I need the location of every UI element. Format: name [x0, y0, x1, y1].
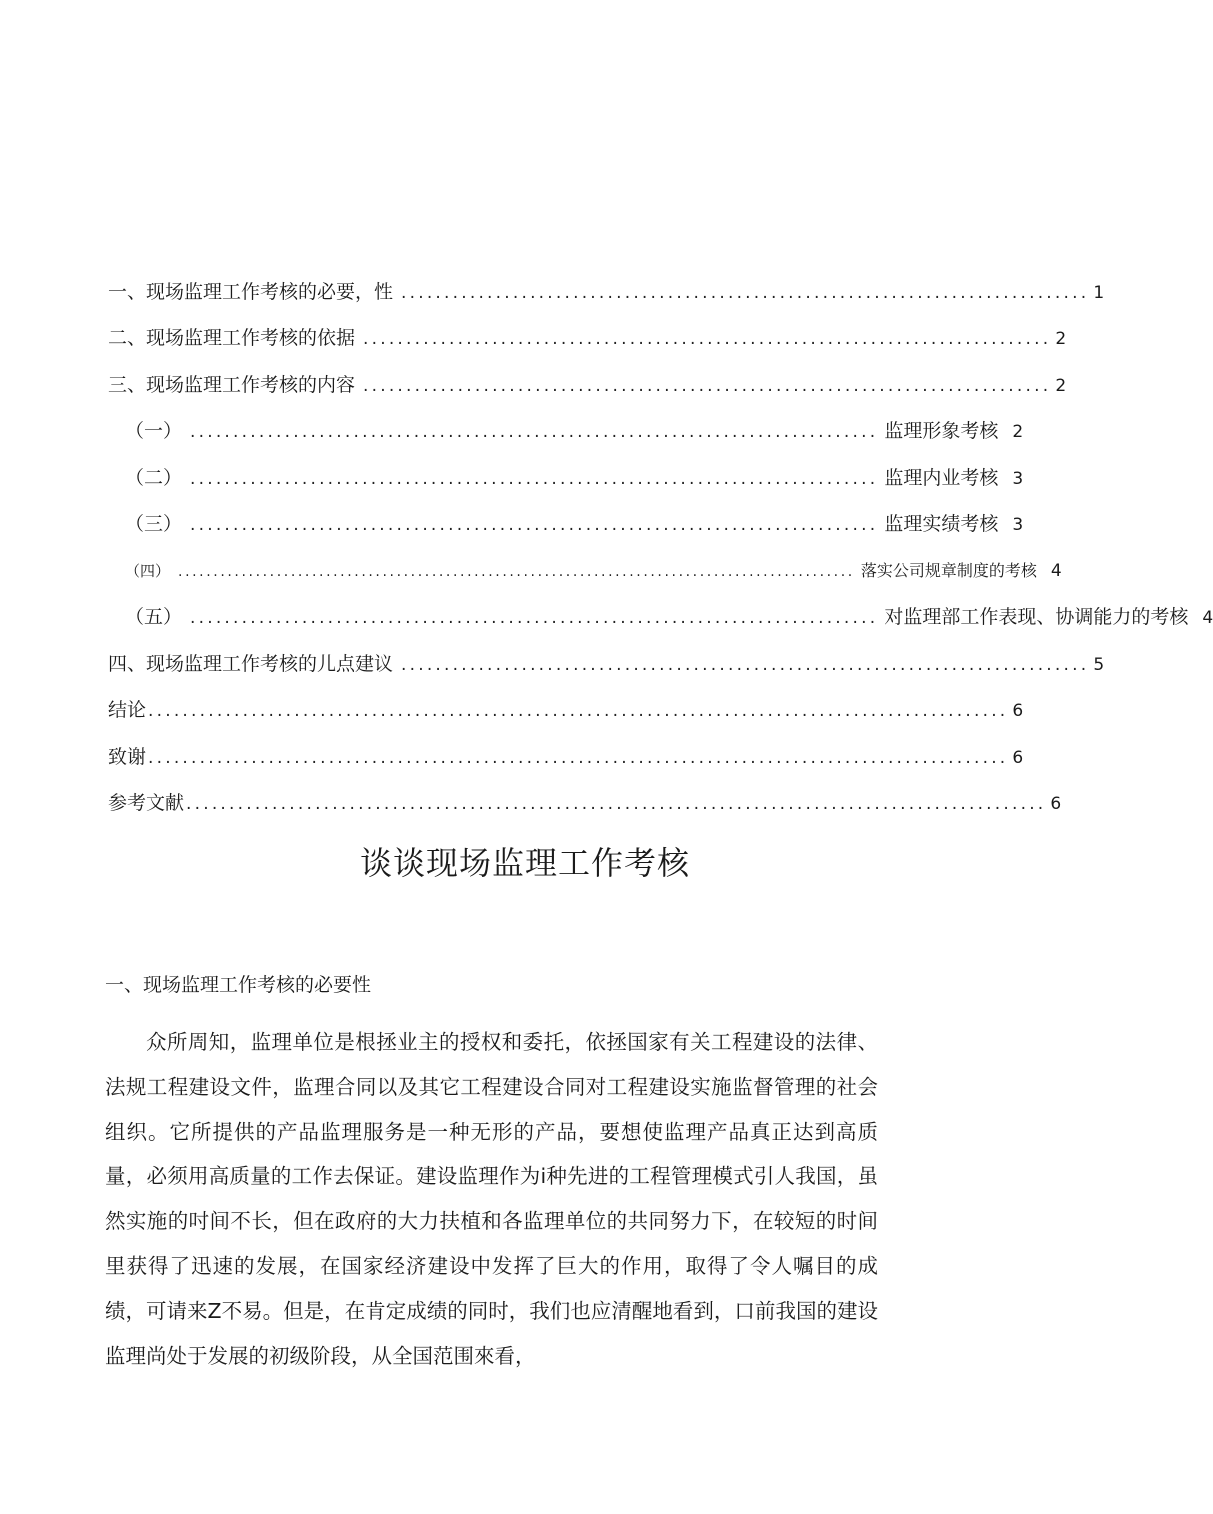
toc-entry-title: 监理内业考核	[884, 467, 999, 489]
toc-page-number: 2	[1012, 422, 1024, 442]
toc-leader-dots: ................................................................................	[401, 655, 1090, 675]
toc-entry-conclusion[interactable]	[108, 697, 1024, 723]
toc-leader-dots: ................................................................................	[401, 283, 1090, 303]
toc-page-number: 6	[1012, 748, 1024, 768]
toc-page-number: 1	[1093, 283, 1105, 303]
toc-entry-3-1[interactable]	[125, 418, 1024, 444]
toc-entry-title: 落实公司规章制度的考核	[860, 561, 1037, 580]
toc-leader-dots: ................................................................................	[190, 608, 879, 628]
toc-leader-dots: ....................................................................................................	[148, 701, 1009, 721]
toc-page-number: 2	[1055, 329, 1067, 349]
toc-entry-label: （三）	[125, 513, 183, 535]
toc-leader-dots: ................................................................................................	[178, 564, 855, 580]
toc-leader-dots: ................................................................................	[363, 329, 1052, 349]
toc-entry-title: 监理形象考核	[884, 420, 999, 442]
toc-entry-label: （二）	[125, 467, 183, 489]
toc-leader-dots: ................................................................................	[190, 515, 879, 535]
toc-leader-dots: ....................................................................................................	[148, 748, 1009, 768]
toc-entry-3-3[interactable]	[125, 511, 1024, 537]
toc-leader-dots: ................................................................................	[190, 422, 879, 442]
toc-entry-label: （五）	[125, 606, 183, 628]
toc-entry-label: 三、现场监理工作考核的内容	[108, 374, 356, 396]
toc-entry-label: （一）	[125, 420, 183, 442]
toc-entry-label: 致谢	[108, 746, 147, 768]
toc-page-number: 6	[1012, 701, 1024, 721]
toc-leader-dots: ....................................................................................................	[186, 794, 1047, 814]
section-heading: 一、现场监理工作考核的必要性	[105, 974, 372, 996]
toc-entry-label: 一、现场监理工作考核的必要，性	[108, 281, 394, 303]
toc-entry-2[interactable]	[108, 325, 1067, 351]
toc-entry-1[interactable]	[108, 279, 1105, 305]
toc-page-number: 4	[1050, 561, 1062, 581]
toc-page-number: 2	[1055, 376, 1067, 396]
toc-entry-title: 对监理部工作表现、协调能力的考核	[884, 606, 1189, 628]
document-title: 谈谈现场监理工作考核	[359, 844, 690, 882]
toc-entry-label: 二、现场监理工作考核的依据	[108, 327, 356, 349]
toc-entry-3[interactable]	[108, 372, 1067, 398]
toc-entry-4[interactable]	[108, 651, 1105, 677]
toc-page-number: 4	[1202, 608, 1213, 628]
toc-entry-3-5[interactable]	[125, 604, 1213, 630]
toc-entry-label: （四）	[125, 562, 171, 580]
toc-entry-label: 结论	[108, 699, 147, 721]
toc-entry-3-4[interactable]	[125, 558, 1062, 584]
toc-page-number: 5	[1093, 655, 1105, 675]
toc-entry-references[interactable]	[108, 790, 1062, 816]
toc-page-number: 6	[1050, 794, 1062, 814]
toc-page-number: 3	[1012, 469, 1024, 489]
toc-entry-title: 监理实绩考核	[884, 513, 999, 535]
toc-entry-acknowledgements[interactable]	[108, 744, 1024, 770]
toc-entry-3-2[interactable]	[125, 465, 1024, 491]
toc-page-number: 3	[1012, 515, 1024, 535]
toc-entry-label: 四、现场监理工作考核的儿点建议	[108, 653, 394, 675]
toc-leader-dots: ................................................................................	[363, 376, 1052, 396]
toc-leader-dots: ................................................................................	[190, 469, 879, 489]
body-paragraph: 众所周知，监理单位是根拯业主的授权和委托，依拯国家有关工程建设的法律、法规工程建设文件，监理合同以及其它工程建设合同对工程建设实施监督管理的社会组织。它所提供的产品监理服务是一种无形的产品，要想使监理产品真正达到高质量，必须用高质量的工作去保证。建设监理作为i种先进的工程管理模式引人我国，虽然实施的吋间不长，但在政府的大力扶植和各监理单位的共同努力下，在较短的时间里获得了迅速的发展，在国家经济建设中发挥了巨大的作用，取得了令人嘱目的成绩，可请来Z不易。但是，在肯定成绩的同时，我们也应清醒地看到，口前我国的建设监理尚处于发展的初级阶段，从全国范围來看，	[105, 1030, 878, 1368]
toc-entry-label: 参考文献	[108, 792, 185, 814]
